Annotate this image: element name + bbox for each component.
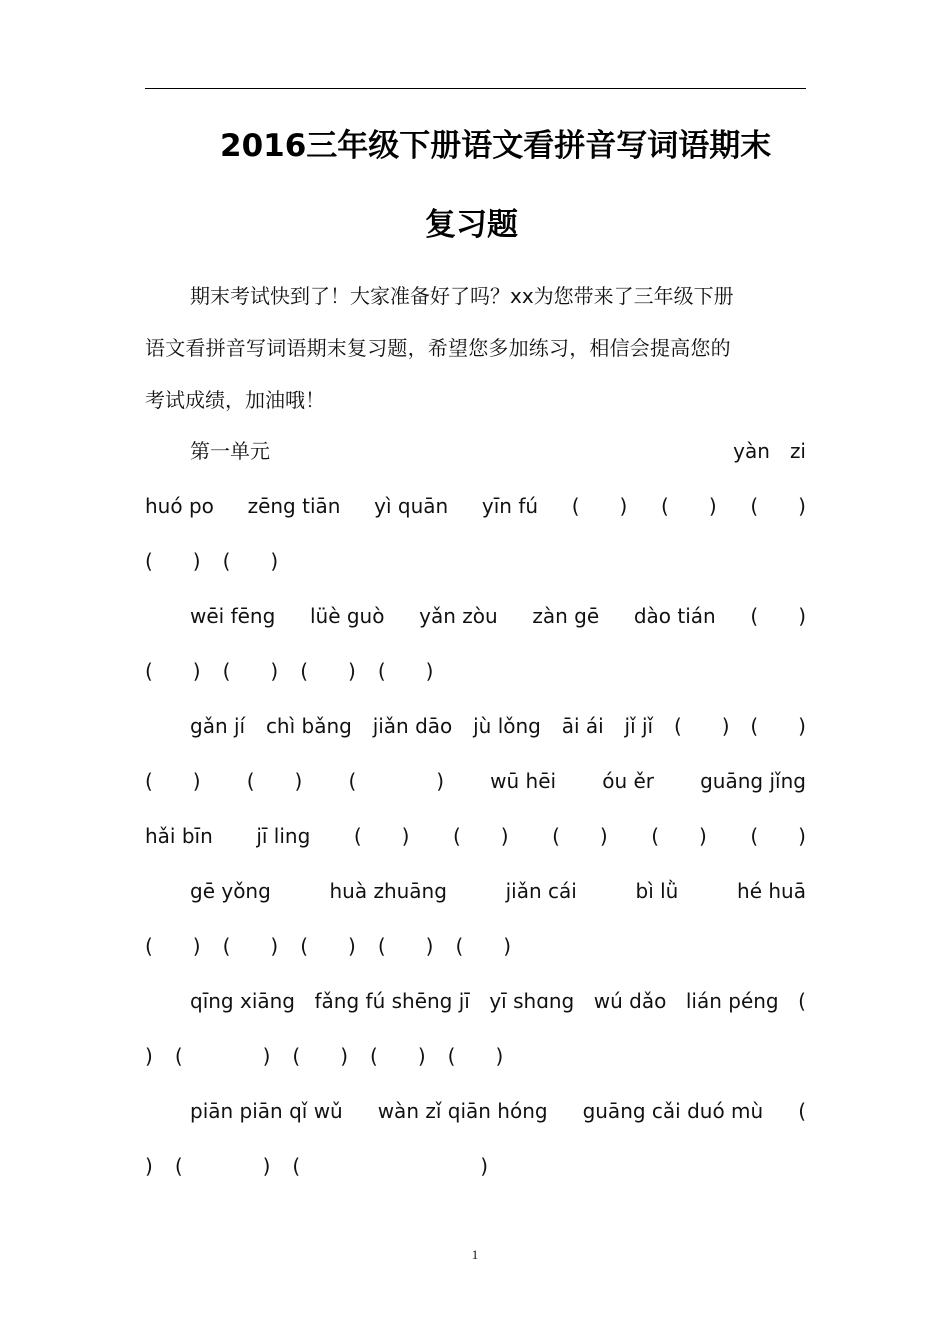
answer-blank: ( )	[222, 934, 279, 958]
header-rule	[145, 88, 806, 89]
answer-blank: ( )	[651, 824, 707, 848]
pinyin-word: zēng tiān	[247, 494, 341, 518]
answer-blank: ( )	[292, 1154, 489, 1178]
pinyin-word: gǎn jí	[190, 714, 246, 738]
pinyin-word: fǎng fú shēng jī	[314, 989, 470, 1013]
exercise-line	[190, 437, 806, 465]
intro-line-2: 语文看拼音写词语期末复习题，希望您多加练习，相信会提高您的	[145, 336, 731, 360]
answer-blank: ( )	[452, 824, 509, 848]
answer-blank: ( )	[292, 1044, 349, 1068]
pinyin-word: yǎn zòu	[419, 604, 498, 628]
pinyin-word: huà zhuāng	[329, 879, 447, 903]
answer-blank: ( )	[377, 934, 434, 958]
answer-blank: ( )	[246, 769, 303, 793]
pinyin-word: jiǎn cái	[505, 879, 577, 903]
exercise-line	[190, 602, 806, 630]
pinyin-word: lián péng	[685, 989, 779, 1013]
answer-blank: ( )	[145, 769, 201, 793]
pinyin-word: āi ái	[561, 714, 604, 738]
pinyin-word: guāng jǐng	[700, 769, 806, 793]
pinyin-word: yīn fú	[481, 494, 539, 518]
answer-blank: ( )	[145, 934, 201, 958]
answer-blank: ( )	[348, 769, 445, 793]
answer-blank: ( )	[377, 659, 434, 683]
answer-blank: ( )	[145, 659, 201, 683]
answer-blank: )	[145, 1044, 153, 1068]
pinyin-word: wàn zǐ qiān hóng	[377, 1099, 548, 1123]
pinyin-word: jù lǒng	[473, 714, 541, 738]
answer-blank: ( )	[370, 1044, 426, 1068]
exercise-line	[190, 712, 806, 740]
answer-blank: ( )	[222, 549, 279, 573]
pinyin-word: bì lǜ	[635, 879, 679, 903]
page-number: 1	[471, 1247, 479, 1262]
pinyin-word: dào tián	[633, 604, 716, 628]
title-line-2: 复习题	[425, 207, 518, 243]
pinyin-word: zàn gē	[532, 604, 600, 628]
answer-blank: ( )	[455, 934, 512, 958]
answer-blank: ( )	[661, 494, 717, 518]
intro-line-3: 考试成绩，加油哦！	[145, 388, 325, 412]
intro-line-1: 期末考试快到了！大家准备好了吗？xx为您带来了三年级下册	[190, 284, 734, 308]
pinyin-word: jiǎn dāo	[372, 714, 453, 738]
exercise-line	[145, 492, 806, 520]
answer-blank: (	[798, 989, 806, 1013]
answer-blank: ( )	[300, 934, 356, 958]
pinyin-word: lüè guò	[309, 604, 385, 628]
pinyin-word: yàn zi	[733, 439, 806, 463]
pinyin-word: gē yǒng	[190, 879, 271, 903]
title-line-1: 2016三年级下册语文看拼音写词语期末	[220, 128, 772, 164]
pinyin-word: piān piān qǐ wǔ	[190, 1099, 343, 1123]
answer-blank: )	[145, 1154, 153, 1178]
exercise-line	[145, 932, 806, 960]
answer-blank: ( )	[145, 549, 201, 573]
answer-blank: ( )	[174, 1044, 271, 1068]
answer-blank: ( )	[447, 1044, 504, 1068]
answer-blank: ( )	[750, 824, 806, 848]
answer-blank: ( )	[552, 824, 608, 848]
pinyin-word: yì quān	[374, 494, 449, 518]
exercise-line	[190, 877, 806, 905]
pinyin-word: wū hēi	[490, 769, 557, 793]
exercise-line	[190, 1097, 806, 1125]
exercise-line	[145, 547, 806, 575]
exercise-line	[145, 767, 806, 795]
answer-blank: ( )	[174, 1154, 271, 1178]
exercise-line	[145, 1152, 806, 1180]
answer-blank: ( )	[750, 604, 806, 628]
answer-blank: ( )	[571, 494, 628, 518]
pinyin-word: yī shɑng	[489, 989, 575, 1013]
pinyin-word: guāng cǎi duó mù	[582, 1099, 764, 1123]
pinyin-word: hé huā	[737, 879, 806, 903]
answer-blank: ( )	[300, 659, 356, 683]
pinyin-word: chì bǎng	[265, 714, 352, 738]
exercise-line	[190, 987, 806, 1015]
answer-blank: ( )	[750, 494, 806, 518]
exercise-line	[145, 822, 806, 850]
answer-blank: (	[798, 1099, 806, 1123]
pinyin-word: jī ling	[256, 824, 311, 848]
pinyin-word: huó po	[145, 494, 214, 518]
exercise-line	[145, 1042, 806, 1070]
pinyin-word: wēi fēng	[190, 604, 276, 628]
pinyin-word: wú dǎo	[593, 989, 667, 1013]
pinyin-word: óu ěr	[602, 769, 654, 793]
exercise-line	[145, 657, 806, 685]
pinyin-word: hǎi bīn	[145, 824, 213, 848]
answer-blank: ( )	[353, 824, 410, 848]
answer-blank: ( )	[222, 659, 279, 683]
pinyin-word: qīng xiāng	[190, 989, 295, 1013]
pinyin-word: jǐ jǐ	[624, 714, 654, 738]
answer-blank: ( )	[673, 714, 730, 738]
pinyin-word: 第一单元	[190, 439, 270, 463]
answer-blank: ( )	[750, 714, 806, 738]
